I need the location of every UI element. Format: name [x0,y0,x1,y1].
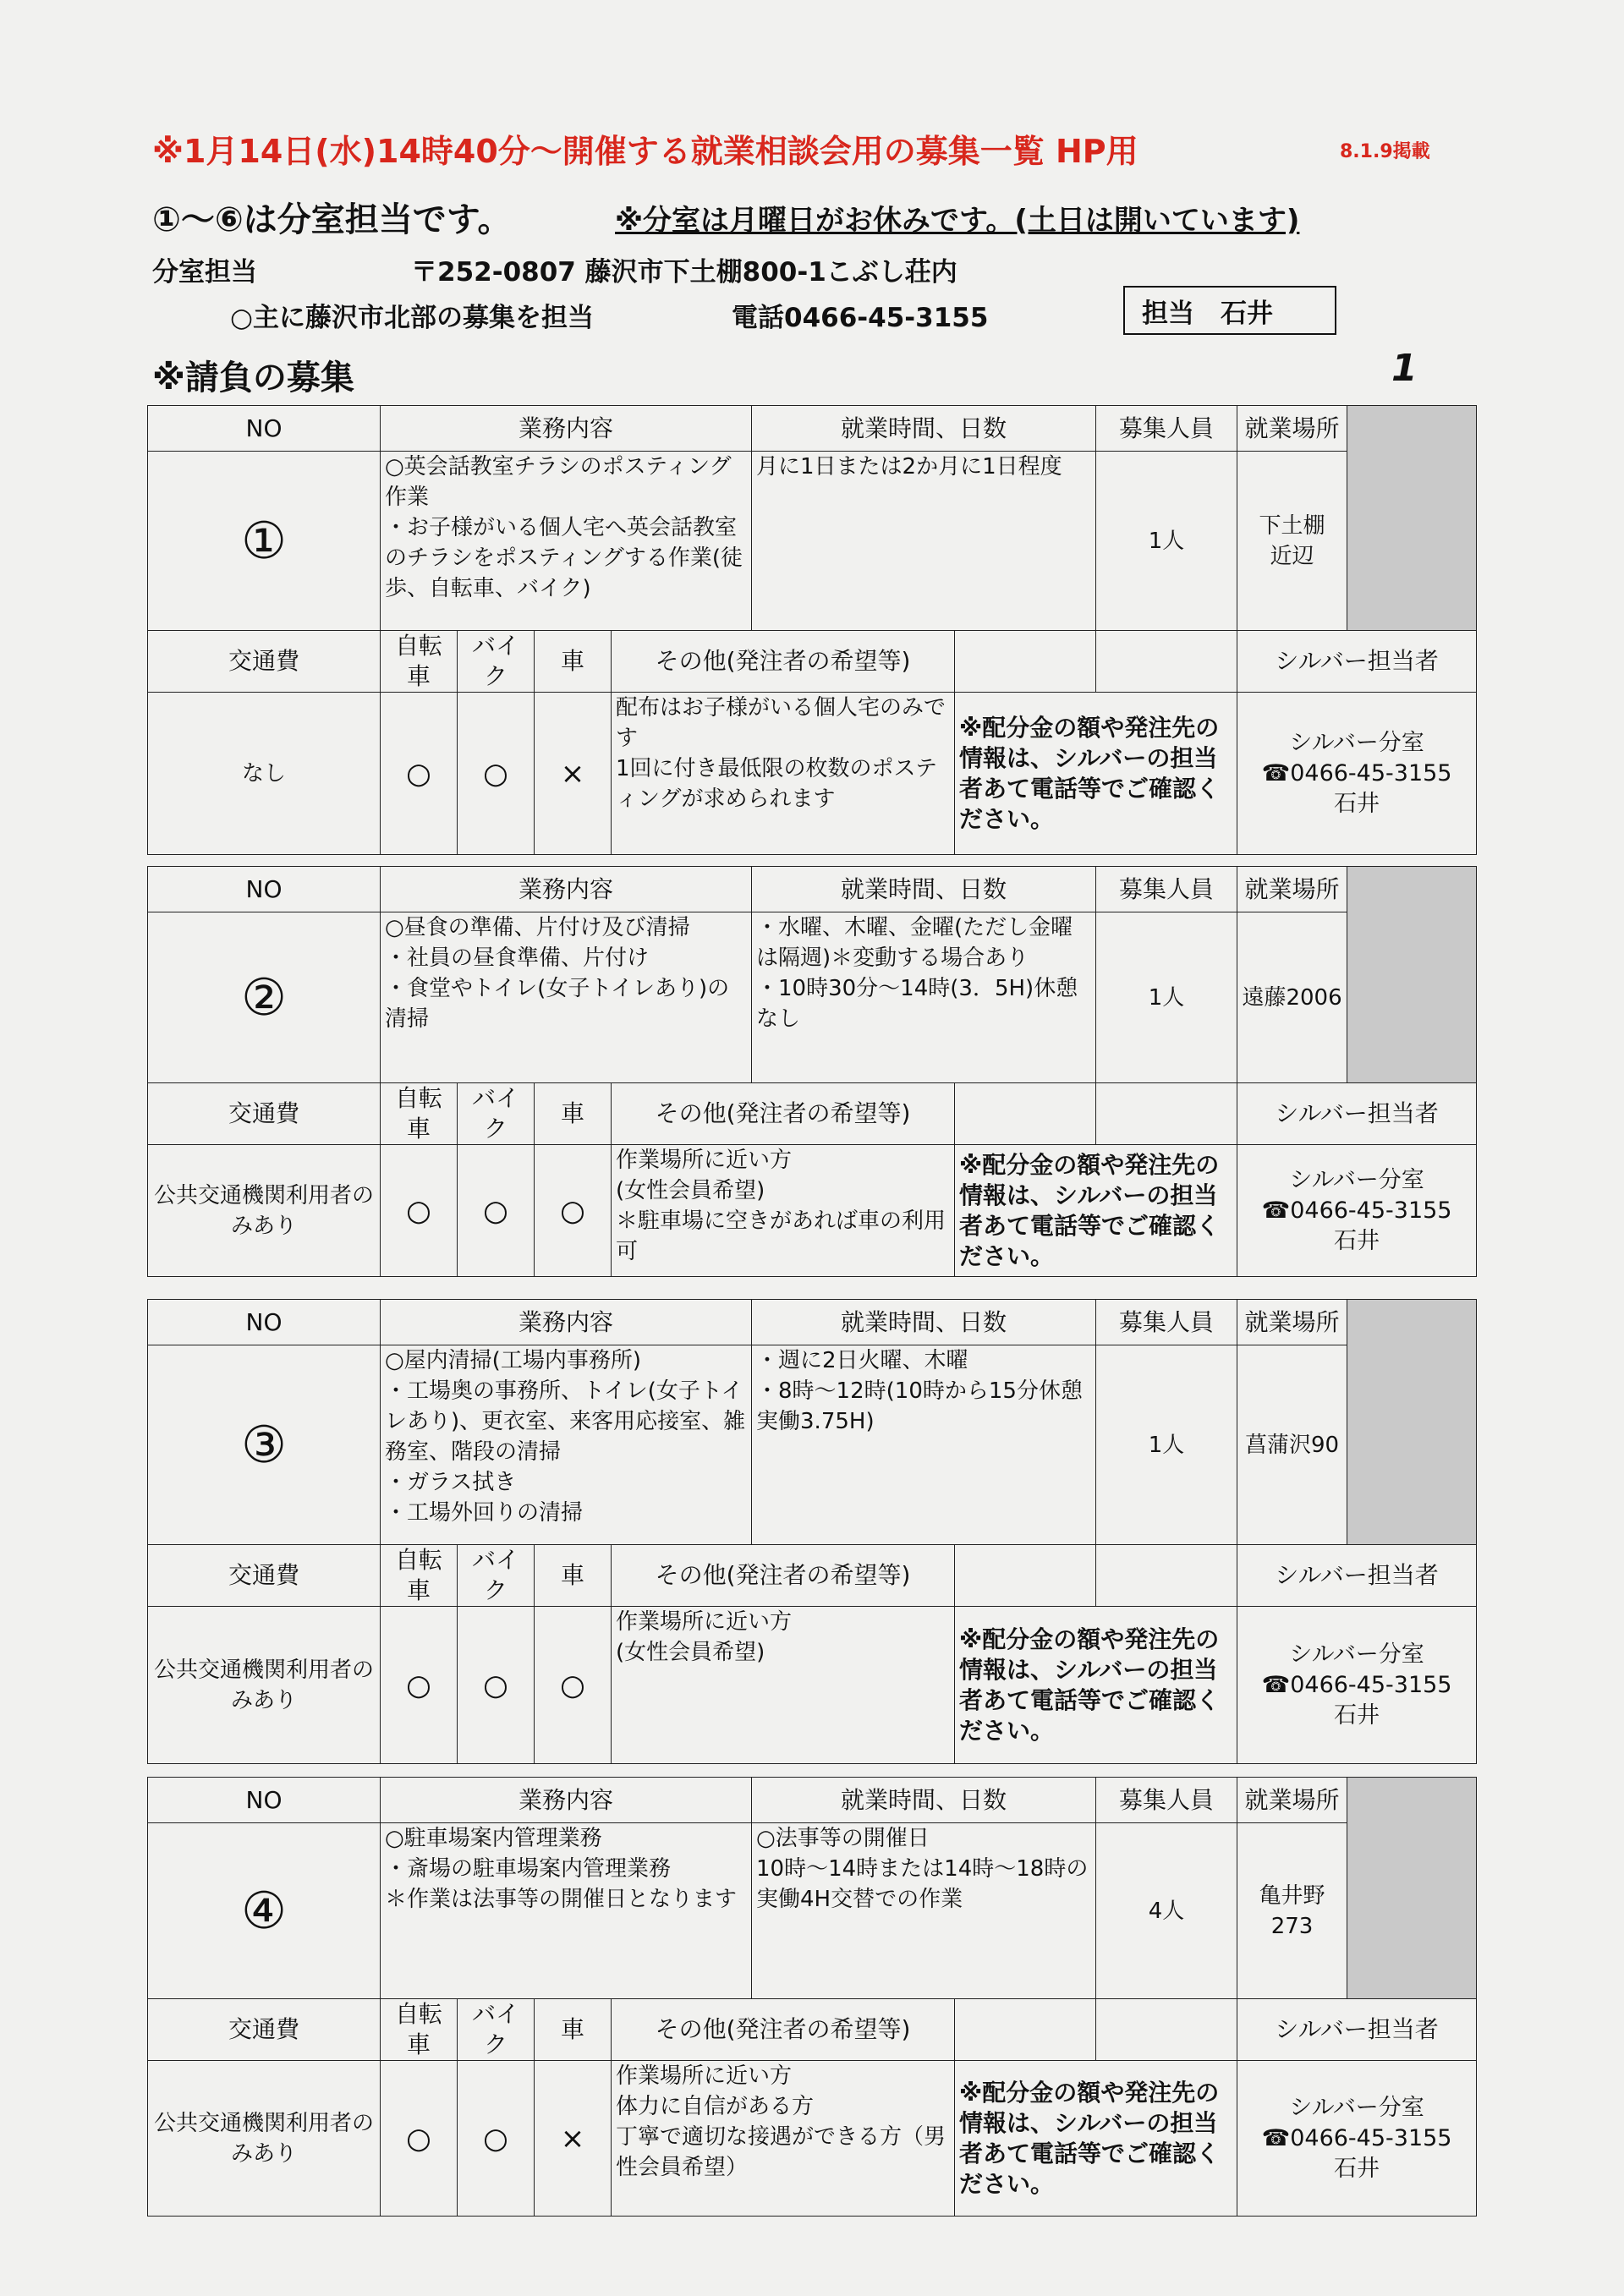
job-place: 遠藤2006 [1237,912,1347,1083]
header-bike: バイク [458,1999,535,2061]
header-no: NO [148,406,381,452]
header-transport: 交通費 [148,1999,381,2061]
header-contact: シルバー担当者 [1237,631,1477,693]
job-car: × [535,693,612,855]
title-row [152,125,1472,170]
header-contact: シルバー担当者 [1237,1545,1477,1607]
header-bicycle: 自転車 [381,631,458,693]
header-content: 業務内容 [381,406,752,452]
job-number: ① [148,452,381,631]
contact-office: シルバー分室 [1289,729,1424,756]
header-car: 車 [535,1999,612,2061]
job-other: 作業場所に近い方 体力に自信がある方 丁寧で適切な接遇ができる方（男性会員希望） [612,2061,955,2217]
gray-block [1347,406,1477,631]
header-bicycle: 自転車 [381,1083,458,1145]
job-contact [1237,1145,1477,1277]
job-car: ○ [535,1607,612,1764]
posted-date: 8.1.9掲載 [1340,141,1430,162]
blank-cell [1096,1999,1237,2061]
header-bicycle: 自転車 [381,1545,458,1607]
job-content: ○英会話教室チラシのポスティング作業 ・お子様がいる個人宅へ英会話教室のチラシをポスティングする作業(徒歩、自転車、バイク) [381,452,752,631]
job-bike: ○ [458,693,535,855]
job-hours: ・週に2日火曜、木曜 ・8時～12時(10時から15分休憩 実働3.75H) [752,1345,1096,1545]
branch-phone: 電話0466-45-3155 [732,303,989,333]
job-bike: ○ [458,2061,535,2217]
header-content: 業務内容 [381,867,752,912]
contact-phone: ☎0466-45-3155 [1261,1671,1452,1698]
job-bike: ○ [458,1607,535,1764]
header-other: その他(発注者の希望等) [612,1999,955,2061]
header-place: 就業場所 [1237,406,1347,452]
header-people: 募集人員 [1096,406,1237,452]
header-contact: シルバー担当者 [1237,1083,1477,1145]
page-number: 1 [1391,347,1418,390]
branch-heading: ①～⑥は分室担当です。 [152,200,512,239]
job-number: ③ [148,1345,381,1545]
job-other: 作業場所に近い方 (女性会員希望) [612,1607,955,1764]
section-heading: ※請負の募集 [152,359,354,397]
header-place: 就業場所 [1237,1778,1347,1823]
header-other: その他(発注者の希望等) [612,1083,955,1145]
job-bicycle: ○ [381,2061,458,2217]
job-note: ※配分金の額や発注先の情報は、シルバーの担当者あて電話等でご確認ください。 [955,2061,1237,2217]
branch-scope: ○主に藤沢市北部の募集を担当 [230,303,595,333]
job-contact [1237,693,1477,855]
header-bicycle: 自転車 [381,1999,458,2061]
job-contact [1237,1607,1477,1764]
header-people: 募集人員 [1096,867,1237,912]
contact-phone: ☎0466-45-3155 [1261,2124,1452,2151]
job-note: ※配分金の額や発注先の情報は、シルバーの担当者あて電話等でご確認ください。 [955,693,1237,855]
job-number: ② [148,912,381,1083]
header-bike: バイク [458,631,535,693]
contact-office: シルバー分室 [1289,2094,1424,2121]
job-people: 1人 [1096,452,1237,631]
contact-name: 石井 [1334,1227,1380,1254]
staff-box: 担当 石井 [1123,286,1336,335]
contact-phone: ☎0466-45-3155 [1261,759,1452,786]
job-place: 下土棚 近辺 [1237,452,1347,631]
header-place: 就業場所 [1237,867,1347,912]
job-other: 配布はお子様がいる個人宅のみです 1回に付き最低限の枚数のポスティングが求められます [612,693,955,855]
job-hours: ・水曜、木曜、金曜(ただし金曜は隔週)＊変動する場合あり ・10時30分～14時(3．5H)休憩なし [752,912,1096,1083]
job-table [147,405,1476,855]
job-transport: なし [148,693,381,855]
header-no: NO [148,867,381,912]
blank-cell [955,1083,1096,1145]
gray-block [1347,867,1477,1083]
contact-phone: ☎0466-45-3155 [1261,1197,1452,1224]
job-bicycle: ○ [381,693,458,855]
header-bike: バイク [458,1083,535,1145]
header-car: 車 [535,631,612,693]
header-people: 募集人員 [1096,1778,1237,1823]
job-transport: 公共交通機関利用者のみあり [148,1607,381,1764]
job-table [147,866,1476,1277]
header-place: 就業場所 [1237,1300,1347,1345]
job-bicycle: ○ [381,1607,458,1764]
branch-label: 分室担当 [152,257,257,288]
job-transport: 公共交通機関利用者のみあり [148,1145,381,1277]
job-content: ○駐車場案内管理業務 ・斎場の駐車場案内管理業務 ＊作業は法事等の開催日となります [381,1823,752,1999]
job-content: ○屋内清掃(工場内事務所) ・工場奥の事務所、トイレ(女子トイレあり)、更衣室、来客用応接室、雑務室、階段の清掃 ・ガラス拭き ・工場外回りの清掃 [381,1345,752,1545]
job-bicycle: ○ [381,1145,458,1277]
job-car: × [535,2061,612,2217]
header-no: NO [148,1300,381,1345]
job-table [147,1777,1476,2217]
header-transport: 交通費 [148,1083,381,1145]
branch-note: ※分室は月曜日がお休みです。(土日は開いています) [615,204,1300,238]
job-people: 1人 [1096,912,1237,1083]
job-content: ○昼食の準備、片付け及び清掃 ・社員の昼食準備、片付け ・食堂やトイレ(女子トイレあり)の清掃 [381,912,752,1083]
job-note: ※配分金の額や発注先の情報は、シルバーの担当者あて電話等でご確認ください。 [955,1607,1237,1764]
header-hours: 就業時間、日数 [752,867,1096,912]
job-place: 菖蒲沢90 [1237,1345,1347,1545]
header-people: 募集人員 [1096,1300,1237,1345]
blank-cell [1096,631,1237,693]
contact-name: 石井 [1334,1701,1380,1729]
job-hours: 月に1日または2か月に1日程度 [752,452,1096,631]
blank-cell [955,631,1096,693]
job-contact [1237,2061,1477,2217]
blank-cell [1096,1083,1237,1145]
job-note: ※配分金の額や発注先の情報は、シルバーの担当者あて電話等でご確認ください。 [955,1145,1237,1277]
header-hours: 就業時間、日数 [752,406,1096,452]
job-people: 4人 [1096,1823,1237,1999]
header-contact: シルバー担当者 [1237,1999,1477,2061]
contact-office: シルバー分室 [1289,1166,1424,1193]
blank-cell [1096,1545,1237,1607]
gray-block [1347,1778,1477,1999]
contact-office: シルバー分室 [1289,1641,1424,1668]
job-hours: ○法事等の開催日 10時～14時または14時～18時の実働4H交替での作業 [752,1823,1096,1999]
header-other: その他(発注者の希望等) [612,1545,955,1607]
job-place: 亀井野273 [1237,1823,1347,1999]
contact-name: 石井 [1334,790,1380,817]
job-car: ○ [535,1145,612,1277]
job-table [147,1299,1476,1764]
header-bike: バイク [458,1545,535,1607]
blank-cell [955,1545,1096,1607]
header-transport: 交通費 [148,631,381,693]
job-people: 1人 [1096,1345,1237,1545]
job-bike: ○ [458,1145,535,1277]
header-car: 車 [535,1545,612,1607]
header-no: NO [148,1778,381,1823]
page-title: ※1月14日(水)14時40分～開催する就業相談会用の募集一覧 HP用 [152,133,1138,170]
branch-address: 〒252-0807 藤沢市下土棚800-1こぶし荘内 [411,257,957,288]
header-hours: 就業時間、日数 [752,1300,1096,1345]
contact-name: 石井 [1334,2155,1380,2182]
header-other: その他(発注者の希望等) [612,631,955,693]
header-car: 車 [535,1083,612,1145]
blank-cell [955,1999,1096,2061]
header-hours: 就業時間、日数 [752,1778,1096,1823]
job-number: ④ [148,1823,381,1999]
header-content: 業務内容 [381,1300,752,1345]
header-transport: 交通費 [148,1545,381,1607]
job-transport: 公共交通機関利用者のみあり [148,2061,381,2217]
job-other: 作業場所に近い方 (女性会員希望) ＊駐車場に空きがあれば車の利用可 [612,1145,955,1277]
header-content: 業務内容 [381,1778,752,1823]
gray-block [1347,1300,1477,1545]
